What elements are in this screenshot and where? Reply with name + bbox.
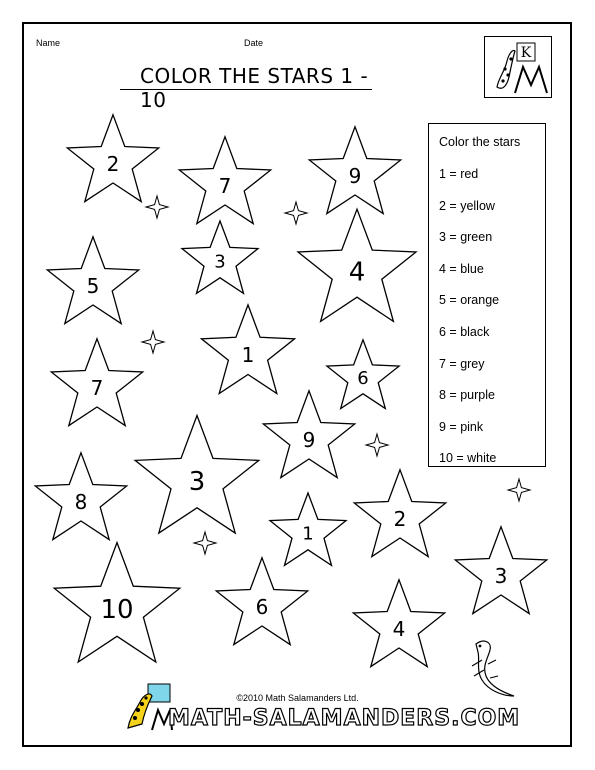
star-number: 5: [86, 273, 100, 298]
name-label: Name: [36, 38, 61, 48]
star-number: 7: [90, 375, 104, 400]
key-item: 8 = purple: [439, 388, 495, 402]
key-item: 4 = blue: [439, 262, 484, 276]
sparkle-icon: [508, 479, 530, 501]
star-number: 4: [348, 257, 366, 288]
star-number: 3: [214, 251, 226, 273]
sparkle-icon: [146, 196, 168, 218]
star-number: 10: [100, 594, 134, 625]
key-heading: Color the stars: [439, 135, 521, 149]
star-number: 8: [74, 489, 88, 514]
key-item: 1 = red: [439, 167, 479, 181]
key-item: 9 = pink: [439, 420, 484, 434]
sparkle-icon: [285, 202, 307, 224]
page-title: COLOR THE STARS 1 - 10: [140, 64, 369, 112]
date-label: Date: [244, 38, 264, 48]
star-number: 2: [106, 151, 120, 176]
star-number: 9: [348, 163, 362, 188]
key-item: 5 = orange: [439, 293, 500, 307]
sparkle-icon: [194, 532, 216, 554]
star-number: 2: [393, 506, 407, 531]
star-number: 4: [392, 616, 406, 641]
star-number: 1: [302, 523, 314, 545]
star-number: 3: [494, 563, 508, 588]
key-item: 7 = grey: [439, 357, 485, 371]
star-number: 6: [255, 594, 269, 619]
key-item: 2 = yellow: [439, 199, 495, 213]
star-number: 1: [241, 342, 255, 367]
logo-letter: K: [520, 45, 532, 61]
key-item: 10 = white: [439, 451, 497, 465]
star-number: 3: [188, 466, 206, 497]
copyright-text: ©2010 Math Salamanders Ltd.: [236, 693, 359, 703]
key-item: 3 = green: [439, 230, 493, 244]
brand-wordmark: MATH-SALAMANDERS.COM: [168, 706, 521, 731]
sparkle-icon: [366, 434, 388, 456]
key-item: 6 = black: [439, 325, 490, 339]
star-number: 6: [357, 368, 369, 390]
sparkle-icon: [142, 331, 164, 353]
star-number: 7: [218, 173, 232, 198]
star-number: 9: [302, 427, 316, 452]
salamander-mascot-icon: [122, 682, 174, 732]
